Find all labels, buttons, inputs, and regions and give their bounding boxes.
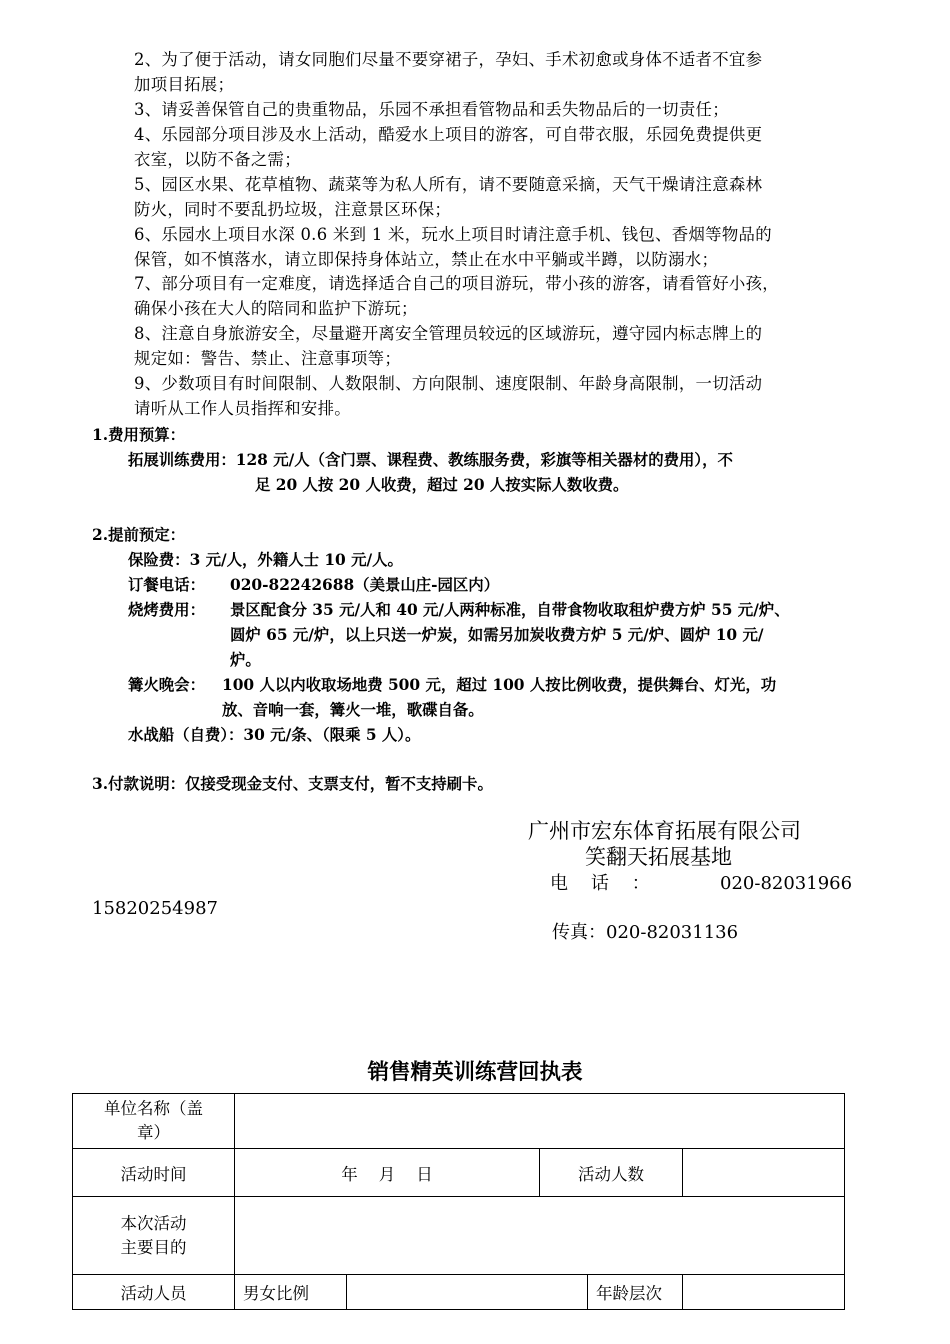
meal-phone-value: 020-82242688（美景山庄-园区内）	[230, 576, 500, 594]
phone-number: 020-82031966	[720, 873, 853, 894]
rule-item	[134, 223, 874, 273]
purpose-label	[73, 1197, 235, 1275]
base-name: 笑翻天拓展基地	[585, 845, 732, 869]
age-group-field[interactable]	[683, 1275, 845, 1310]
budget-heading: 1.费用预算：	[92, 426, 186, 444]
form-title: 销售精英训练营回执表	[367, 1060, 583, 1085]
bbq-line: 炉。	[230, 651, 261, 669]
rule-line: 2、为了便于活动，请女同胞们尽量不要穿裙子，孕妇、手术初愈或身体不适者不宜参	[134, 50, 763, 69]
activity-time-label: 活动时间	[73, 1149, 235, 1197]
mobile-number: 15820254987	[92, 898, 218, 919]
rule-line: 请听从工作人员指挥和安排。	[134, 398, 351, 418]
unit-name-label-line: 单位名称（盖	[104, 1099, 203, 1118]
company-name: 广州市宏东体育拓展有限公司	[528, 819, 801, 843]
fax-number: 传真：020-82031136	[552, 922, 739, 943]
rule-line: 5、园区水果、花草植物、蔬菜等为私人所有，请不要随意采摘，天气干燥请注意森林	[134, 175, 763, 194]
rule-item	[134, 173, 874, 223]
rule-line: 规定如：警告、禁止、注意事项等；	[134, 348, 402, 368]
payment-note: 3.付款说明：仅接受现金支付、支票支付，暂不支持刷卡。	[92, 775, 493, 793]
purpose-label-line: 主要目的	[120, 1237, 187, 1257]
bbq-line: 圆炉 65 元/炉，以上只送一炉炭，如需另加炭收费方炉 5 元/炉、圆炉 10 元/	[230, 626, 764, 644]
gender-ratio-field[interactable]	[347, 1275, 588, 1310]
table-row	[73, 1094, 845, 1149]
table-row	[73, 1149, 845, 1197]
rule-line: 加项目拓展；	[134, 74, 235, 94]
rule-line: 6、乐园水上项目水深 0.6 米到 1 米，玩水上项目时请注意手机、钱包、香烟等物品的	[134, 225, 772, 244]
rule-line: 防火，同时不要乱扔垃圾，注意景区环保；	[134, 199, 452, 219]
rule-line: 确保小孩在大人的陪同和监护下游玩；	[134, 298, 418, 318]
unit-name-field[interactable]	[235, 1094, 845, 1149]
age-group-label: 年龄层次	[588, 1275, 683, 1310]
rule-line: 保管，如不慎落水，请立即保持身体站立，禁止在水中平躺或半蹲，以防溺水；	[134, 249, 719, 269]
water-boat-fee: 水战船（自费）：30 元/条、（限乘 5 人）。	[128, 726, 421, 744]
phone-label: 电 话 ：	[550, 873, 650, 894]
meal-phone-label: 订餐电话：	[128, 576, 205, 594]
date-placeholder: 年 月 日	[341, 1164, 433, 1184]
purpose-field[interactable]	[235, 1197, 845, 1275]
insurance-fee: 保险费：3 元/人，外籍人士 10 元/人。	[128, 551, 403, 569]
unit-name-label-line: 章）	[137, 1123, 170, 1142]
purpose-label-line: 本次活动	[120, 1213, 187, 1233]
table-row	[73, 1275, 845, 1310]
bonfire-line: 100 人以内收取场地费 500 元，超过 100 人按比例收费，提供舞台、灯光，功	[222, 676, 777, 694]
budget-fee-line: 足 20 人按 20 人收费，超过 20 人按实际人数收费。	[255, 476, 629, 494]
staff-label: 活动人员	[73, 1275, 235, 1310]
bbq-label: 烧烤费用：	[128, 601, 205, 619]
activity-date-field[interactable]	[235, 1149, 540, 1197]
table-row	[73, 1197, 845, 1275]
rule-line: 7、部分项目有一定难度，请选择适合自己的项目游玩，带小孩的游客，请看管好小孩，	[134, 274, 779, 293]
rule-item	[134, 123, 874, 173]
rule-line: 9、少数项目有时间限制、人数限制、方向限制、速度限制、年龄身高限制，一切活动	[134, 374, 763, 393]
rule-line: 8、注意自身旅游安全，尽量避开离安全管理员较远的区域游玩，遵守园内标志牌上的	[134, 324, 763, 343]
bbq-line: 景区配食分 35 元/人和 40 元/人两种标准，自带食物收取租炉费方炉 55 元/炉、	[230, 601, 790, 619]
gender-ratio-label: 男女比例	[235, 1275, 347, 1310]
receipt-form-table	[72, 1093, 845, 1310]
rule-line: 衣室，以防不备之需；	[134, 149, 301, 169]
rule-item	[134, 98, 874, 123]
rule-line: 4、乐园部分项目涉及水上活动，酷爱水上项目的游客，可自带衣服，乐园免费提供更	[134, 125, 763, 144]
rule-item	[134, 48, 874, 98]
rule-item	[134, 272, 874, 322]
participant-count-label: 活动人数	[540, 1149, 683, 1197]
rule-item	[134, 322, 874, 372]
unit-name-label	[73, 1094, 235, 1149]
participant-count-field[interactable]	[683, 1149, 845, 1197]
bonfire-label: 篝火晚会：	[128, 676, 205, 694]
budget-fee-line: 拓展训练费用：128 元/人（含门票、课程费、教练服务费，彩旗等相关器材的费用），不	[128, 451, 733, 469]
booking-heading: 2.提前预定：	[92, 526, 186, 544]
bonfire-line: 放、音响一套，篝火一堆，歌碟自备。	[222, 701, 484, 719]
rule-line: 3、请妥善保管自己的贵重物品，乐园不承担看管物品和丢失物品后的一切责任；	[134, 100, 729, 119]
rule-item	[134, 372, 874, 422]
